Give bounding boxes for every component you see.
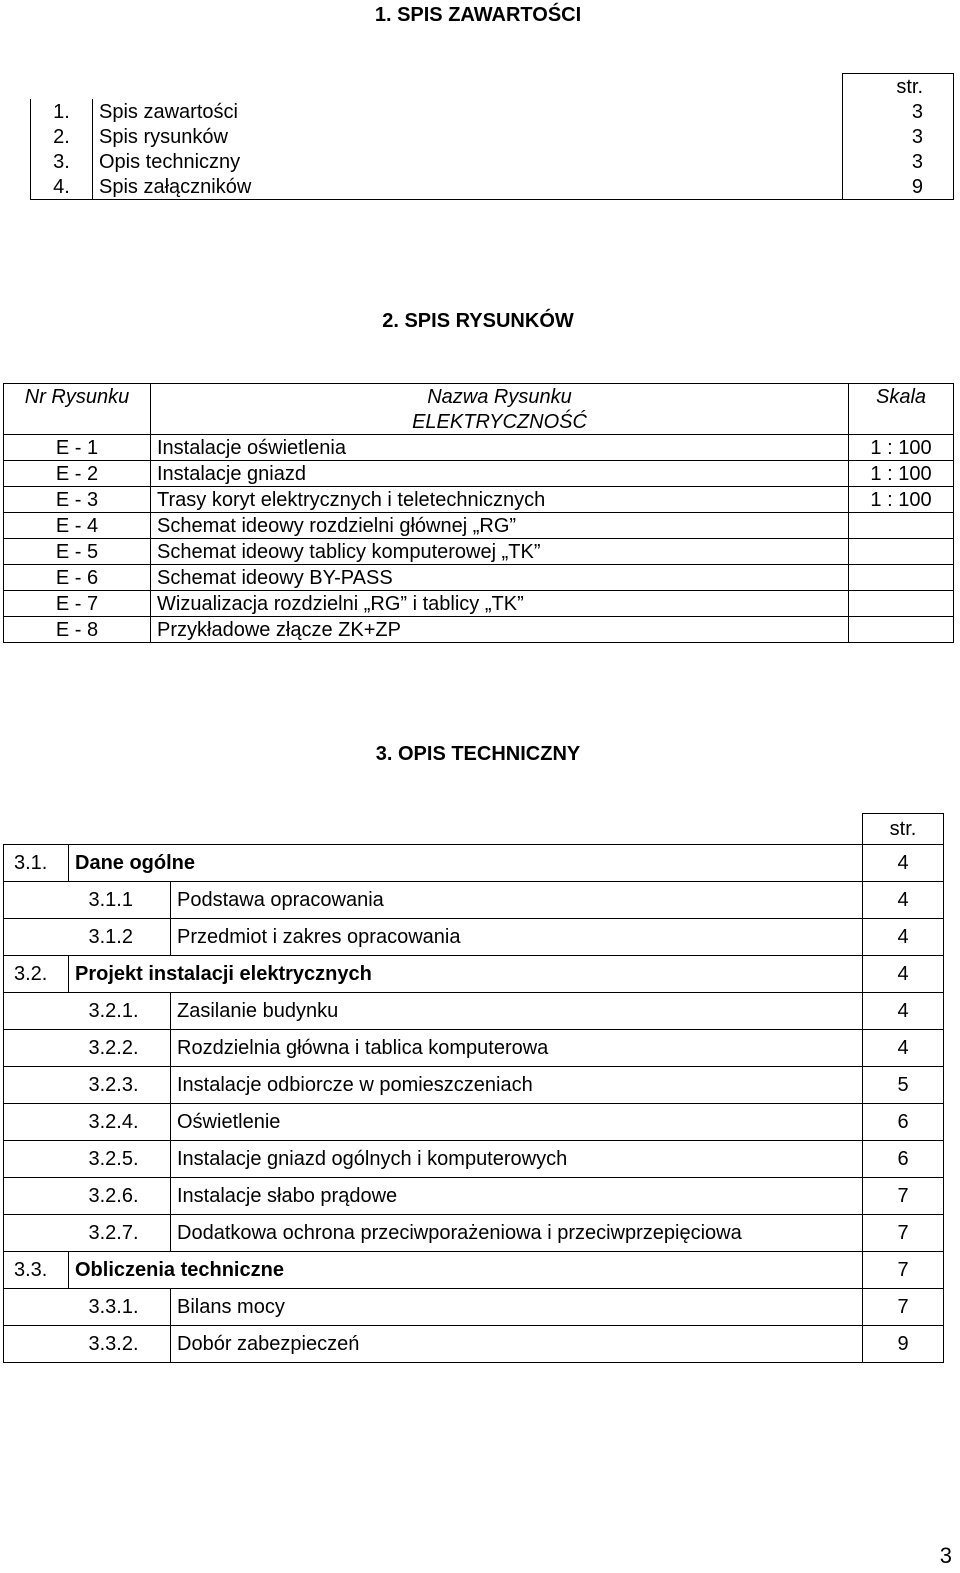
str-label: str. [843, 74, 954, 100]
table-row: 3.2.1. Zasilanie budynku 4 [4, 993, 944, 1030]
table-row: 3.3.2. Dobór zabezpieczeń 9 [4, 1326, 944, 1363]
table-row: 3. Opis techniczny 3 [31, 149, 954, 174]
section-heading-technical: 3. OPIS TECHNICZNY [375, 743, 581, 765]
table-row: E - 6 Schemat ideowy BY-PASS [4, 565, 954, 591]
table-row: 3.2.7. Dodatkowa ochrona przeciwporażeniowa i przeciwprzepięciowa 7 [4, 1215, 944, 1252]
table-row: E - 4 Schemat ideowy rozdzielni głównej „RG” [4, 513, 954, 539]
table-row: E - 1 Instalacje oświetlenia 1 : 100 [4, 435, 954, 461]
section-heading-contents: 1. SPIS ZAWARTOŚCI [374, 4, 582, 26]
table-row: E - 8 Przykładowe złącze ZK+ZP [4, 617, 954, 643]
contents-table [30, 73, 954, 200]
technical-description-table [3, 813, 944, 1363]
drawings-table [3, 383, 954, 643]
table-row: E - 3 Trasy koryt elektrycznych i teletechnicznych 1 : 100 [4, 487, 954, 513]
table-row: 3.1.1 Podstawa opracowania 4 [4, 882, 944, 919]
table-row: 3.1.2 Przedmiot i zakres opracowania 4 [4, 919, 944, 956]
str-label: str. [863, 814, 944, 845]
table-row: E - 5 Schemat ideowy tablicy komputerowej „TK” [4, 539, 954, 565]
table-row: 3.2.5. Instalacje gniazd ogólnych i komputerowych 6 [4, 1141, 944, 1178]
table-row: 3.3.1. Bilans mocy 7 [4, 1289, 944, 1326]
table-row: 3.2.6. Instalacje słabo prądowe 7 [4, 1178, 944, 1215]
table-row: 3.1. Dane ogólne 4 [4, 845, 944, 882]
column-header-name: Nazwa Rysunku [151, 384, 849, 410]
table-row: 2. Spis rysunków 3 [31, 124, 954, 149]
table-row: 1. Spis zawartości 3 [31, 99, 954, 124]
column-header-scale: Skala [849, 384, 954, 410]
page-number: 3 [939, 1543, 952, 1568]
table-row: 4. Spis załączników 9 [31, 174, 954, 200]
table-row: E - 7 Wizualizacja rozdzielni „RG” i tablicy „TK” [4, 591, 954, 617]
section-heading-drawings: 2. SPIS RYSUNKÓW [382, 310, 574, 332]
section-label: ELEKTRYCZNOŚĆ [151, 409, 849, 435]
table-row: 3.2.2. Rozdzielnia główna i tablica komputerowa 4 [4, 1030, 944, 1067]
table-row: 3.2.3. Instalacje odbiorcze w pomieszczeniach 5 [4, 1067, 944, 1104]
table-row: E - 2 Instalacje gniazd 1 : 100 [4, 461, 954, 487]
column-header-number: Nr Rysunku [4, 384, 151, 410]
table-row: 3.2. Projekt instalacji elektrycznych 4 [4, 956, 944, 993]
table-row: 3.3. Obliczenia techniczne 7 [4, 1252, 944, 1289]
table-row: 3.2.4. Oświetlenie 6 [4, 1104, 944, 1141]
